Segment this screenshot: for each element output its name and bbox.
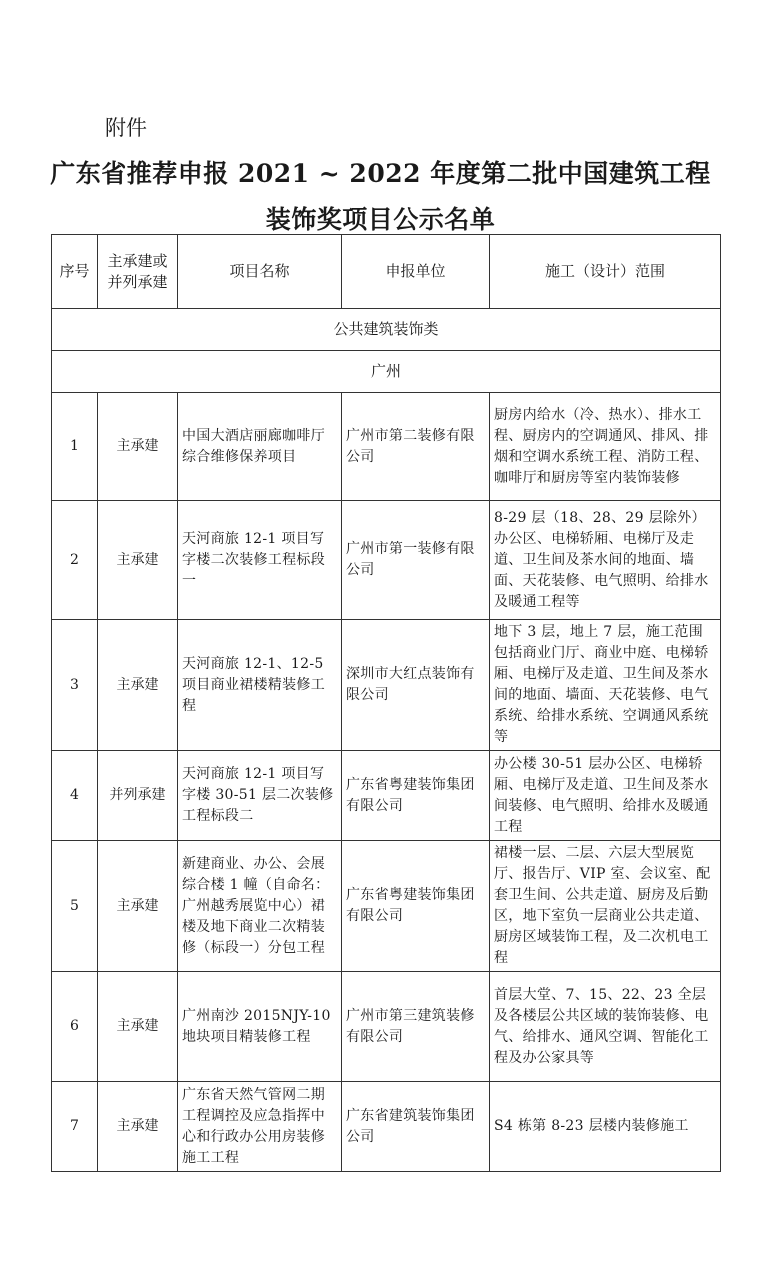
table-header-row <box>52 235 721 309</box>
row-scope: 办公楼 30-51 层办公区、电梯轿厢、电梯厅及走道、卫生间及茶水间装修、电气照明、给排水及暖通工程 <box>490 751 721 841</box>
table-row <box>52 972 721 1082</box>
row-no: 3 <box>52 620 98 751</box>
category-label: 公共建筑装饰类 <box>52 309 721 351</box>
row-project-name: 天河商旅 12-1、12-5 项目商业裙楼精装修工程 <box>178 620 342 751</box>
header-contractor: 主承建或并列承建 <box>98 235 178 309</box>
row-contractor-type: 主承建 <box>98 1082 178 1172</box>
row-applicant-unit: 广东省建筑装饰集团公司 <box>342 1082 490 1172</box>
table-row <box>52 751 721 841</box>
row-contractor-type: 主承建 <box>98 841 178 972</box>
row-contractor-type: 主承建 <box>98 393 178 501</box>
table-row <box>52 620 721 751</box>
row-scope: 厨房内给水（冷、热水）、排水工程、厨房内的空调通风、排风、排烟和空调水系统工程、消防工程、咖啡厅和厨房等室内装饰装修 <box>490 393 721 501</box>
row-scope: 首层大堂、7、15、22、23 全层及各楼层公共区域的装饰装修、电气、给排水、通风空调、智能化工程及办公家具等 <box>490 972 721 1082</box>
row-project-name: 天河商旅 12-1 项目写字楼二次装修工程标段一 <box>178 501 342 620</box>
document-title-line1: 广东省推荐申报 2021 ~ 2022 年度第二批中国建筑工程 <box>50 159 711 188</box>
attachment-label: 附件 <box>105 116 147 140</box>
row-project-name: 广州南沙 2015NJY-10 地块项目精装修工程 <box>178 972 342 1082</box>
category-row <box>52 309 721 351</box>
row-contractor-type: 并列承建 <box>98 751 178 841</box>
row-scope: 8-29 层（18、28、29 层除外）办公区、电梯轿厢、电梯厅及走道、卫生间及茶水间的地面、墙面、天花装修、电气照明、给排水及暖通工程等 <box>490 501 721 620</box>
row-contractor-type: 主承建 <box>98 620 178 751</box>
row-project-name: 中国大酒店丽廊咖啡厅综合维修保养项目 <box>178 393 342 501</box>
row-contractor-type: 主承建 <box>98 972 178 1082</box>
row-no: 7 <box>52 1082 98 1172</box>
header-unit: 申报单位 <box>342 235 490 309</box>
row-project-name: 广东省天然气管网二期工程调控及应急指挥中心和行政办公用房装修施工工程 <box>178 1082 342 1172</box>
row-applicant-unit: 广州市第一装修有限公司 <box>342 501 490 620</box>
row-no: 5 <box>52 841 98 972</box>
row-applicant-unit: 广东省粤建装饰集团有限公司 <box>342 841 490 972</box>
row-no: 1 <box>52 393 98 501</box>
header-project: 项目名称 <box>178 235 342 309</box>
row-scope: 地下 3 层，地上 7 层，施工范围包括商业门厅、商业中庭、电梯轿厢、电梯厅及走道、卫生间及茶水间的地面、墙面、天花装修、电气系统、给排水系统、空调通风系统等 <box>490 620 721 751</box>
table-row <box>52 1082 721 1172</box>
row-applicant-unit: 广州市第二装修有限公司 <box>342 393 490 501</box>
table-row <box>52 841 721 972</box>
project-list-table <box>51 234 721 1172</box>
row-scope: 裙楼一层、二层、六层大型展览厅、报告厅、VIP 室、会议室、配套卫生间、公共走道、厨房及后勤区，地下室负一层商业公共走道、厨房区域装饰工程，及二次机电工程 <box>490 841 721 972</box>
region-row <box>52 351 721 393</box>
document-title-line2: 装饰奖项目公示名单 <box>265 205 496 234</box>
region-label: 广州 <box>52 351 721 393</box>
row-no: 4 <box>52 751 98 841</box>
table-row <box>52 501 721 620</box>
header-scope: 施工（设计）范围 <box>490 235 721 309</box>
row-no: 6 <box>52 972 98 1082</box>
header-no: 序号 <box>52 235 98 309</box>
row-scope: S4 栋第 8-23 层楼内装修施工 <box>490 1082 721 1172</box>
row-applicant-unit: 广东省粤建装饰集团有限公司 <box>342 751 490 841</box>
row-contractor-type: 主承建 <box>98 501 178 620</box>
row-project-name: 天河商旅 12-1 项目写字楼 30-51 层二次装修工程标段二 <box>178 751 342 841</box>
row-applicant-unit: 广州市第三建筑装修有限公司 <box>342 972 490 1082</box>
row-project-name: 新建商业、办公、会展综合楼 1 幢（自命名：广州越秀展览中心）裙楼及地下商业二次精装修（标段一）分包工程 <box>178 841 342 972</box>
table-row <box>52 393 721 501</box>
row-no: 2 <box>52 501 98 620</box>
row-applicant-unit: 深圳市大红点装饰有限公司 <box>342 620 490 751</box>
